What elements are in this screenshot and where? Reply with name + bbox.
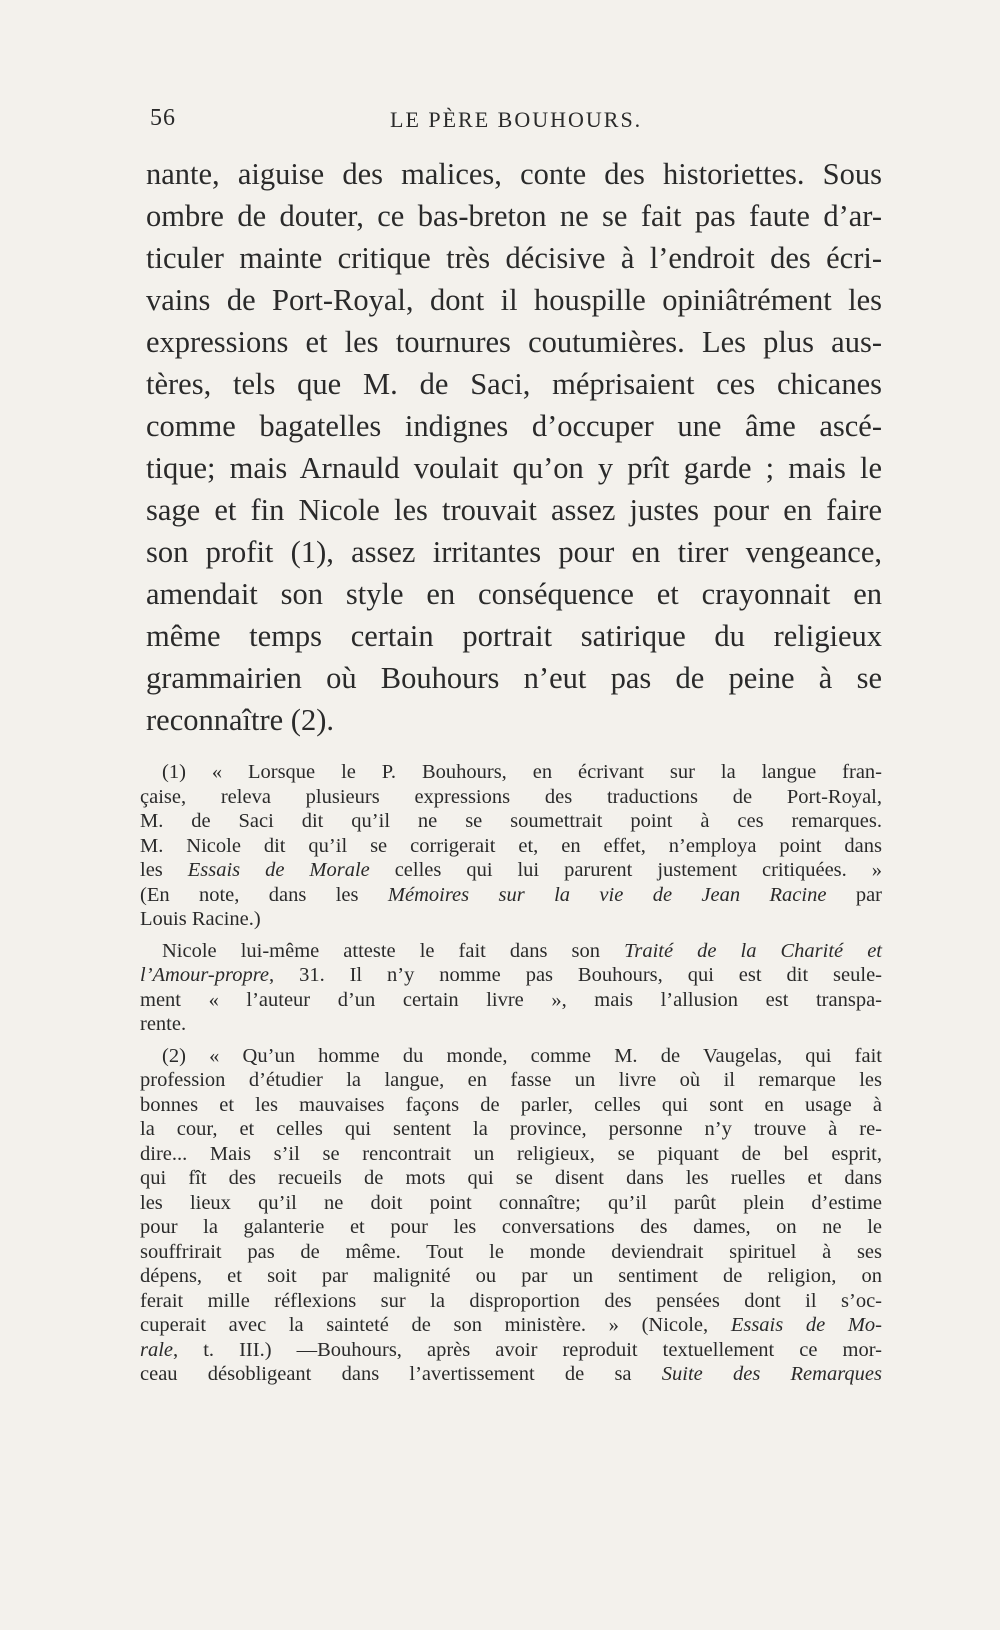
footnote-1-line: (1) « Lorsque le P. Bouhours, en écrivant sur la langue fran-	[162, 761, 882, 783]
spacer	[140, 1037, 882, 1044]
footnote-2-line: rale, t. III.) —Bouhours, après avoir reproduit textuellement ce mor-	[140, 1338, 882, 1361]
page-header	[150, 105, 870, 135]
body-line: reconnaître (2).	[146, 703, 334, 737]
footnote-2-line: cuperait avec la sainteté de son ministère. » (Nicole, Essais de Mo-	[140, 1314, 882, 1336]
body-line: amendait son style en conséquence et crayonnait en	[146, 577, 882, 611]
main-text	[146, 153, 882, 741]
body-line: tique; mais Arnauld voulait qu’on y prît garde ; mais le	[146, 451, 882, 485]
footnote-2-line: qui fît des recueils de mots qui se disent dans les ruelles et dans	[140, 1167, 882, 1189]
body-line: son profit (1), assez irritantes pour en tirer vengeance,	[146, 535, 882, 569]
book-title: Suite des Remarques	[661, 1363, 882, 1385]
body-line: grammairien où Bouhours n’eut pas de peine à se	[146, 661, 882, 695]
footnote-2-line: dépens, et soit par malignité ou par un sentiment de religion, on	[140, 1265, 882, 1287]
footnote-2-line: profession d’étudier la langue, en fasse un livre où il remarque les	[140, 1069, 882, 1091]
footnote-1-line: Louis Racine.)	[140, 908, 261, 930]
footnote-1-line: çaise, releva plusieurs expressions des traductions de Port-Royal,	[140, 785, 882, 808]
book-title: Essais de Mo-	[730, 1314, 882, 1336]
footnote-1-line: M. Nicole dit qu’il se corrigerait et, en effet, n’employa point dans	[140, 834, 882, 857]
footnote-2-line: la cour, et celles qui sentent la province, personne n’y trouve à re-	[140, 1118, 882, 1140]
body-line: même temps certain portrait satirique du religieux	[146, 619, 882, 653]
body-line: expressions et les tournures coutumières. Les plus aus-	[146, 325, 882, 359]
footnote-2-line: ceau désobligeant dans l’avertissement de sa Suite des Remarques	[140, 1363, 882, 1385]
footnote-1-cont-line: Nicole lui-même atteste le fait dans son Traité de la Charité et	[162, 939, 882, 962]
footnote-2-line: ferait mille réflexions sur la disproportion des pensées dont il s’oc-	[140, 1289, 882, 1312]
page-number: 56	[150, 105, 176, 131]
book-title: Mémoires sur la vie de Jean Racine	[387, 883, 827, 906]
footnote-1-line: M. de Saci dit qu’il ne se soumettrait point à ces remarques.	[140, 810, 882, 832]
body-line: nante, aiguise des malices, conte des historiettes. Sous	[146, 157, 882, 191]
footnote-1-line: (En note, dans les Mémoires sur la vie de Jean Racine par	[140, 883, 882, 906]
footnote-1-cont-line: ment « l’auteur d’un certain livre », mais l’allusion est transpa-	[140, 988, 882, 1011]
running-title: LE PÈRE BOUHOURS.	[390, 107, 643, 132]
footnote-1-cont-line: rente.	[140, 1013, 187, 1035]
footnote-2-line: dire... Mais s’il se rencontrait un religieux, se piquant de bel esprit,	[140, 1142, 882, 1165]
body-line: comme bagatelles indignes d’occuper une âme ascé-	[146, 409, 882, 443]
footnote-2-line: les lieux qu’il ne doit point connaître; qu’il parût plein d’estime	[140, 1191, 882, 1214]
body-line: vains de Port-Royal, dont il houspille opiniâtrément les	[146, 283, 882, 317]
footnote-2-line: pour la galanterie et pour les conversations des dames, on ne le	[140, 1216, 882, 1238]
body-line: ombre de douter, ce bas-breton ne se fait pas faute d’ar-	[146, 199, 882, 233]
book-title: rale	[140, 1338, 174, 1361]
book-title: Essais de Morale	[187, 859, 370, 881]
body-line: sage et fin Nicole les trouvait assez justes pour en faire	[146, 493, 882, 527]
body-line: ticuler mainte critique très décisive à l’endroit des écri-	[146, 241, 882, 275]
footnote-2-line: souffrirait pas de même. Tout le monde deviendrait spirituel à ses	[140, 1240, 882, 1263]
footnotes	[140, 760, 882, 1387]
spacer	[140, 932, 882, 939]
book-title: Traité de la Charité et	[624, 939, 882, 962]
book-title: l’Amour-propre	[140, 964, 270, 986]
footnote-2-line: bonnes et les mauvaises façons de parler, celles qui sont en usage à	[140, 1093, 882, 1116]
footnote-1-line: les Essais de Morale celles qui lui parurent justement critiquées. »	[140, 859, 882, 881]
body-line: tères, tels que M. de Saci, méprisaient ces chicanes	[146, 367, 882, 401]
footnote-2-line: (2) « Qu’un homme du monde, comme M. de Vaugelas, qui fait	[162, 1044, 882, 1067]
footnote-1-cont-line: l’Amour-propre, 31. Il n’y nomme pas Bouhours, qui est dit seule-	[140, 964, 882, 986]
